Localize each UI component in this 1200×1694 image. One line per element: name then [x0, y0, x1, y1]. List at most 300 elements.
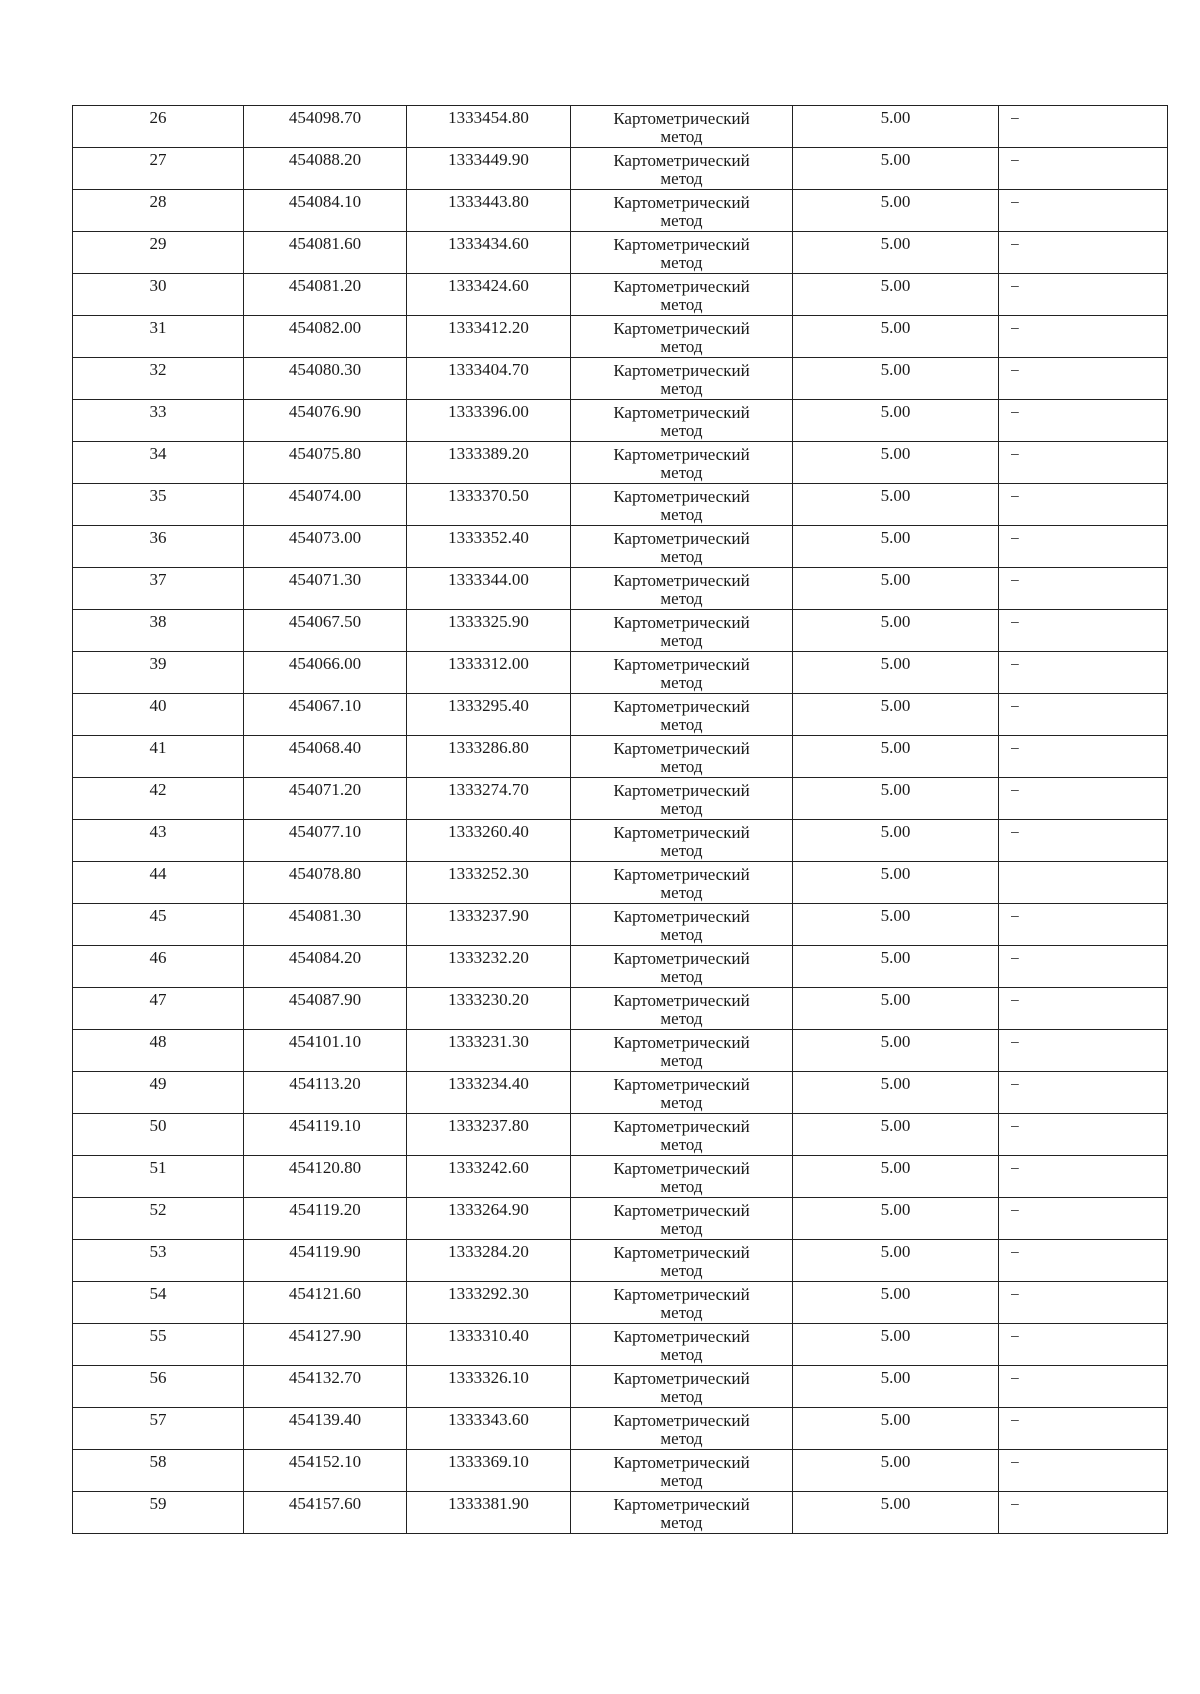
method-line-1: Картометрический — [613, 361, 750, 380]
table-row — [73, 568, 1168, 610]
table-row — [73, 1408, 1168, 1450]
accuracy-cell — [793, 1408, 999, 1450]
point-number-value: 48 — [149, 1032, 167, 1051]
method-cell — [571, 484, 793, 526]
x-coordinate-value: 454068.40 — [288, 738, 362, 757]
x-coordinate-cell — [244, 736, 407, 778]
point-number-cell — [73, 1072, 244, 1114]
note-cell — [999, 1450, 1168, 1492]
note-value: – — [1011, 739, 1019, 755]
y-coordinate-value: 1333242.60 — [448, 1158, 529, 1177]
note-cell — [999, 1156, 1168, 1198]
y-coordinate-value: 1333412.20 — [448, 318, 529, 337]
y-coordinate-value: 1333404.70 — [448, 360, 529, 379]
method-line-1: Картометрический — [613, 319, 750, 338]
y-coordinate-value: 1333396.00 — [448, 402, 529, 421]
accuracy-value: 5.00 — [880, 1200, 911, 1219]
x-coordinate-value: 454078.80 — [288, 864, 362, 883]
table-row — [73, 1492, 1168, 1534]
method-line-2: метод — [660, 1219, 703, 1238]
point-number-cell — [73, 1408, 244, 1450]
accuracy-value: 5.00 — [880, 108, 911, 127]
table-row — [73, 988, 1168, 1030]
note-cell — [999, 1240, 1168, 1282]
x-coordinate-value: 454084.10 — [288, 192, 362, 211]
method-line-1: Картометрический — [613, 739, 750, 758]
method-line-2: метод — [660, 1429, 703, 1448]
method-line-1: Картометрический — [613, 1243, 750, 1262]
point-number-value: 26 — [149, 108, 167, 127]
y-coordinate-cell — [407, 316, 571, 358]
point-number-value: 53 — [149, 1242, 167, 1261]
accuracy-value: 5.00 — [880, 1032, 911, 1051]
table-row — [73, 526, 1168, 568]
note-value: – — [1011, 235, 1019, 251]
note-value: – — [1011, 445, 1019, 461]
method-cell — [571, 736, 793, 778]
method-cell — [571, 232, 793, 274]
point-number-cell — [73, 820, 244, 862]
y-coordinate-cell — [407, 274, 571, 316]
method-line-1: Картометрический — [613, 1285, 750, 1304]
x-coordinate-value: 454073.00 — [288, 528, 362, 547]
method-line-1: Картометрический — [613, 1033, 750, 1052]
method-cell — [571, 946, 793, 988]
table-row — [73, 1072, 1168, 1114]
accuracy-value: 5.00 — [880, 1494, 911, 1513]
x-coordinate-cell — [244, 316, 407, 358]
y-coordinate-cell — [407, 946, 571, 988]
x-coordinate-value: 454139.40 — [288, 1410, 362, 1429]
table-row — [73, 1450, 1168, 1492]
y-coordinate-value: 1333234.40 — [448, 1074, 529, 1093]
y-coordinate-value: 1333352.40 — [448, 528, 529, 547]
note-value: – — [1011, 319, 1019, 335]
accuracy-cell — [793, 358, 999, 400]
method-cell — [571, 988, 793, 1030]
method-cell — [571, 442, 793, 484]
y-coordinate-value: 1333325.90 — [448, 612, 529, 631]
method-cell — [571, 1030, 793, 1072]
note-cell — [999, 1198, 1168, 1240]
point-number-cell — [73, 1156, 244, 1198]
x-coordinate-cell — [244, 148, 407, 190]
note-cell — [999, 652, 1168, 694]
point-number-value: 44 — [149, 864, 167, 883]
accuracy-cell — [793, 1198, 999, 1240]
y-coordinate-value: 1333237.90 — [448, 906, 529, 925]
method-line-1: Картометрический — [613, 781, 750, 800]
y-coordinate-cell — [407, 820, 571, 862]
point-number-value: 46 — [149, 948, 167, 967]
accuracy-value: 5.00 — [880, 444, 911, 463]
point-number-value: 34 — [149, 444, 167, 463]
method-line-2: метод — [660, 295, 703, 314]
method-line-2: метод — [660, 211, 703, 230]
method-line-2: метод — [660, 337, 703, 356]
table-row — [73, 820, 1168, 862]
x-coordinate-value: 454088.20 — [288, 150, 362, 169]
y-coordinate-value: 1333274.70 — [448, 780, 529, 799]
y-coordinate-cell — [407, 1072, 571, 1114]
accuracy-cell — [793, 862, 999, 904]
y-coordinate-cell — [407, 1240, 571, 1282]
point-number-value: 47 — [149, 990, 167, 1009]
method-line-1: Картометрический — [613, 1411, 750, 1430]
point-number-value: 33 — [149, 402, 167, 421]
method-line-1: Картометрический — [613, 1075, 750, 1094]
method-line-2: метод — [660, 757, 703, 776]
method-line-1: Картометрический — [613, 403, 750, 422]
method-line-2: метод — [660, 883, 703, 902]
table-row — [73, 1114, 1168, 1156]
y-coordinate-cell — [407, 232, 571, 274]
x-coordinate-cell — [244, 106, 407, 148]
note-value — [999, 862, 1167, 864]
accuracy-cell — [793, 610, 999, 652]
point-number-value: 32 — [149, 360, 167, 379]
method-line-2: метод — [660, 1261, 703, 1280]
method-line-1: Картометрический — [613, 487, 750, 506]
method-cell — [571, 1072, 793, 1114]
y-coordinate-value: 1333449.90 — [448, 150, 529, 169]
point-number-cell — [73, 1492, 244, 1534]
x-coordinate-value: 454121.60 — [288, 1284, 362, 1303]
method-cell — [571, 820, 793, 862]
x-coordinate-value: 454119.90 — [289, 1242, 361, 1261]
method-line-1: Картометрический — [613, 571, 750, 590]
x-coordinate-value: 454120.80 — [288, 1158, 362, 1177]
accuracy-value: 5.00 — [880, 192, 911, 211]
x-coordinate-cell — [244, 568, 407, 610]
y-coordinate-cell — [407, 610, 571, 652]
y-coordinate-cell — [407, 652, 571, 694]
method-line-2: метод — [660, 841, 703, 860]
note-cell — [999, 820, 1168, 862]
point-number-cell — [73, 946, 244, 988]
method-cell — [571, 610, 793, 652]
point-number-value: 59 — [149, 1494, 167, 1513]
method-line-1: Картометрический — [613, 697, 750, 716]
note-cell — [999, 568, 1168, 610]
x-coordinate-value: 454127.90 — [288, 1326, 362, 1345]
table-row — [73, 862, 1168, 904]
y-coordinate-value: 1333344.00 — [448, 570, 529, 589]
y-coordinate-value: 1333443.80 — [448, 192, 529, 211]
y-coordinate-value: 1333326.10 — [448, 1368, 529, 1387]
x-coordinate-value: 454067.50 — [288, 612, 362, 631]
accuracy-cell — [793, 1240, 999, 1282]
method-line-1: Картометрический — [613, 1369, 750, 1388]
point-number-value: 29 — [149, 234, 167, 253]
x-coordinate-cell — [244, 232, 407, 274]
x-coordinate-cell — [244, 694, 407, 736]
accuracy-cell — [793, 400, 999, 442]
table-row — [73, 904, 1168, 946]
method-cell — [571, 904, 793, 946]
y-coordinate-cell — [407, 988, 571, 1030]
method-line-1: Картометрический — [613, 655, 750, 674]
note-cell — [999, 1114, 1168, 1156]
y-coordinate-value: 1333295.40 — [448, 696, 529, 715]
x-coordinate-value: 454113.20 — [289, 1074, 361, 1093]
y-coordinate-value: 1333260.40 — [448, 822, 529, 841]
method-cell — [571, 526, 793, 568]
accuracy-cell — [793, 1492, 999, 1534]
method-line-1: Картометрический — [613, 1327, 750, 1346]
y-coordinate-cell — [407, 106, 571, 148]
method-line-2: метод — [660, 169, 703, 188]
method-cell — [571, 694, 793, 736]
note-cell — [999, 526, 1168, 568]
note-cell — [999, 1282, 1168, 1324]
note-cell — [999, 400, 1168, 442]
x-coordinate-value: 454098.70 — [288, 108, 362, 127]
x-coordinate-value: 454081.30 — [288, 906, 362, 925]
y-coordinate-cell — [407, 694, 571, 736]
x-coordinate-cell — [244, 820, 407, 862]
y-coordinate-value: 1333369.10 — [448, 1452, 529, 1471]
y-coordinate-value: 1333292.30 — [448, 1284, 529, 1303]
method-line-2: метод — [660, 673, 703, 692]
table-row — [73, 778, 1168, 820]
accuracy-value: 5.00 — [880, 570, 911, 589]
table-row — [73, 610, 1168, 652]
x-coordinate-cell — [244, 190, 407, 232]
accuracy-cell — [793, 904, 999, 946]
x-coordinate-value: 454084.20 — [288, 948, 362, 967]
x-coordinate-cell — [244, 862, 407, 904]
x-coordinate-cell — [244, 1114, 407, 1156]
x-coordinate-cell — [244, 1492, 407, 1534]
method-cell — [571, 190, 793, 232]
x-coordinate-cell — [244, 1282, 407, 1324]
accuracy-value: 5.00 — [880, 822, 911, 841]
point-number-value: 30 — [149, 276, 167, 295]
point-number-cell — [73, 988, 244, 1030]
method-cell — [571, 1450, 793, 1492]
note-cell — [999, 778, 1168, 820]
x-coordinate-value: 454082.00 — [288, 318, 362, 337]
note-cell — [999, 442, 1168, 484]
y-coordinate-cell — [407, 1450, 571, 1492]
point-number-cell — [73, 1198, 244, 1240]
note-value: – — [1011, 1033, 1019, 1049]
point-number-value: 52 — [149, 1200, 167, 1219]
accuracy-cell — [793, 1030, 999, 1072]
x-coordinate-cell — [244, 526, 407, 568]
method-line-2: метод — [660, 505, 703, 524]
note-value: – — [1011, 949, 1019, 965]
method-line-1: Картометрический — [613, 1117, 750, 1136]
y-coordinate-value: 1333237.80 — [448, 1116, 529, 1135]
x-coordinate-cell — [244, 778, 407, 820]
point-number-cell — [73, 736, 244, 778]
table-row — [73, 946, 1168, 988]
x-coordinate-value: 454101.10 — [288, 1032, 362, 1051]
x-coordinate-cell — [244, 358, 407, 400]
point-number-value: 43 — [149, 822, 167, 841]
accuracy-value: 5.00 — [880, 360, 911, 379]
note-value: – — [1011, 1117, 1019, 1133]
method-line-2: метод — [660, 1051, 703, 1070]
y-coordinate-cell — [407, 526, 571, 568]
point-number-value: 27 — [149, 150, 167, 169]
note-value: – — [1011, 529, 1019, 545]
point-number-cell — [73, 148, 244, 190]
method-cell — [571, 400, 793, 442]
note-value: – — [1011, 109, 1019, 125]
point-number-cell — [73, 526, 244, 568]
method-line-2: метод — [660, 421, 703, 440]
x-coordinate-value: 454152.10 — [288, 1452, 362, 1471]
method-line-1: Картометрический — [613, 1453, 750, 1472]
accuracy-value: 5.00 — [880, 948, 911, 967]
accuracy-value: 5.00 — [880, 402, 911, 421]
note-cell — [999, 988, 1168, 1030]
point-number-cell — [73, 568, 244, 610]
note-cell — [999, 1324, 1168, 1366]
point-number-cell — [73, 652, 244, 694]
point-number-cell — [73, 1030, 244, 1072]
method-cell — [571, 1114, 793, 1156]
point-number-cell — [73, 232, 244, 274]
table-row — [73, 1282, 1168, 1324]
method-line-2: метод — [660, 1387, 703, 1406]
note-cell — [999, 1492, 1168, 1534]
point-number-value: 56 — [149, 1368, 167, 1387]
note-value: – — [1011, 697, 1019, 713]
y-coordinate-cell — [407, 190, 571, 232]
accuracy-cell — [793, 988, 999, 1030]
note-value: – — [1011, 655, 1019, 671]
accuracy-cell — [793, 1114, 999, 1156]
accuracy-value: 5.00 — [880, 906, 911, 925]
note-cell — [999, 736, 1168, 778]
note-value: – — [1011, 1201, 1019, 1217]
x-coordinate-cell — [244, 1240, 407, 1282]
accuracy-cell — [793, 106, 999, 148]
x-coordinate-value: 454119.20 — [289, 1200, 361, 1219]
method-line-2: метод — [660, 925, 703, 944]
method-cell — [571, 1198, 793, 1240]
method-line-1: Картометрический — [613, 823, 750, 842]
note-cell — [999, 484, 1168, 526]
y-coordinate-value: 1333454.80 — [448, 108, 529, 127]
point-number-cell — [73, 1450, 244, 1492]
y-coordinate-value: 1333232.20 — [448, 948, 529, 967]
accuracy-value: 5.00 — [880, 276, 911, 295]
note-cell — [999, 106, 1168, 148]
method-cell — [571, 1282, 793, 1324]
method-line-1: Картометрический — [613, 1201, 750, 1220]
note-value: – — [1011, 571, 1019, 587]
method-line-1: Картометрический — [613, 613, 750, 632]
y-coordinate-value: 1333286.80 — [448, 738, 529, 757]
note-value: – — [1011, 781, 1019, 797]
table-row — [73, 358, 1168, 400]
table-row — [73, 442, 1168, 484]
method-line-1: Картометрический — [613, 445, 750, 464]
x-coordinate-value: 454087.90 — [288, 990, 362, 1009]
point-number-cell — [73, 400, 244, 442]
point-number-cell — [73, 1324, 244, 1366]
method-cell — [571, 316, 793, 358]
accuracy-cell — [793, 652, 999, 694]
x-coordinate-value: 454071.20 — [288, 780, 362, 799]
accuracy-value: 5.00 — [880, 654, 911, 673]
point-number-value: 42 — [149, 780, 167, 799]
method-line-1: Картометрический — [613, 949, 750, 968]
accuracy-value: 5.00 — [880, 1116, 911, 1135]
accuracy-cell — [793, 1450, 999, 1492]
y-coordinate-value: 1333284.20 — [448, 1242, 529, 1261]
method-line-1: Картометрический — [613, 529, 750, 548]
x-coordinate-value: 454081.20 — [288, 276, 362, 295]
x-coordinate-cell — [244, 1450, 407, 1492]
note-cell — [999, 1366, 1168, 1408]
method-line-1: Картометрический — [613, 151, 750, 170]
point-number-cell — [73, 106, 244, 148]
x-coordinate-value: 454119.10 — [289, 1116, 361, 1135]
point-number-cell — [73, 862, 244, 904]
x-coordinate-cell — [244, 946, 407, 988]
method-line-1: Картометрический — [613, 109, 750, 128]
table-row — [73, 274, 1168, 316]
table-row — [73, 148, 1168, 190]
table-row — [73, 190, 1168, 232]
accuracy-value: 5.00 — [880, 1284, 911, 1303]
y-coordinate-cell — [407, 442, 571, 484]
method-line-2: метод — [660, 379, 703, 398]
note-cell — [999, 1408, 1168, 1450]
y-coordinate-value: 1333434.60 — [448, 234, 529, 253]
method-line-1: Картометрический — [613, 991, 750, 1010]
x-coordinate-cell — [244, 484, 407, 526]
y-coordinate-value: 1333310.40 — [448, 1326, 529, 1345]
y-coordinate-cell — [407, 1492, 571, 1534]
point-number-value: 51 — [149, 1158, 167, 1177]
accuracy-value: 5.00 — [880, 1242, 911, 1261]
method-line-2: метод — [660, 715, 703, 734]
note-value: – — [1011, 151, 1019, 167]
method-line-2: метод — [660, 967, 703, 986]
method-line-2: метод — [660, 1093, 703, 1112]
note-cell — [999, 862, 1168, 904]
method-line-2: метод — [660, 631, 703, 650]
method-cell — [571, 106, 793, 148]
point-number-value: 28 — [149, 192, 167, 211]
method-cell — [571, 778, 793, 820]
x-coordinate-cell — [244, 652, 407, 694]
y-coordinate-value: 1333231.30 — [448, 1032, 529, 1051]
accuracy-cell — [793, 190, 999, 232]
method-line-2: метод — [660, 1303, 703, 1322]
y-coordinate-value: 1333252.30 — [448, 864, 529, 883]
note-value: – — [1011, 1243, 1019, 1259]
accuracy-cell — [793, 1156, 999, 1198]
method-line-2: метод — [660, 253, 703, 272]
accuracy-cell — [793, 526, 999, 568]
method-cell — [571, 274, 793, 316]
note-cell — [999, 610, 1168, 652]
note-value: – — [1011, 823, 1019, 839]
y-coordinate-value: 1333389.20 — [448, 444, 529, 463]
note-cell — [999, 946, 1168, 988]
y-coordinate-value: 1333264.90 — [448, 1200, 529, 1219]
x-coordinate-cell — [244, 1366, 407, 1408]
method-cell — [571, 1156, 793, 1198]
